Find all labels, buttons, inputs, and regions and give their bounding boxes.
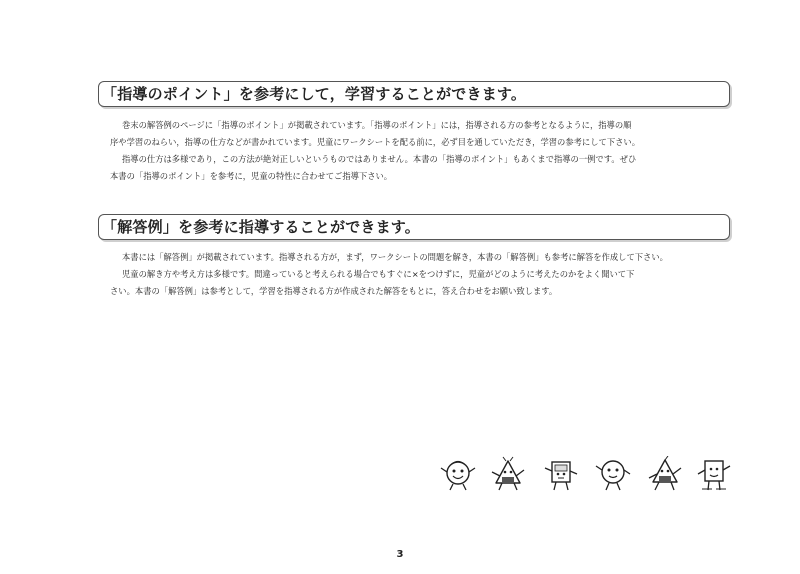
page-number: 3 — [396, 549, 404, 560]
section-heading-answer-examples: 「解答例」を参考に指導することができます。 — [98, 214, 730, 240]
guidance-paragraph-line: 本書の「指導のポイント」を参考に，児童の特性に合わせてご指導下さい。 — [110, 171, 393, 181]
mascot-row — [438, 456, 734, 492]
answer-paragraph-line: 児童の解き方や考え方は多様です。間違っていると考えられる場合でもすぐに×をつけずに，児童がどのように考えたのかをよく聞いて下 — [122, 269, 635, 279]
answer-paragraph-line: さい。本書の「解答例」は参考として，学習を指導される方が作成された解答をもとに，答え合わせをお願い致します。 — [110, 286, 558, 296]
round-face-mascot-icon — [438, 456, 478, 492]
guidance-paragraph-line: 巻末の解答例のページに「指導のポイント」が掲載されています。「指導のポイント」には，指導される方の参考となるように，指導の順 — [122, 120, 632, 130]
guidance-paragraph-line: 指導の仕方は多様であり，この方法が絶対正しいというものではありません。本書の「指導のポイント」もあくまで指導の一例です。ぜひ — [122, 154, 637, 164]
round-face-mascot-icon — [593, 456, 633, 492]
section-heading-guidance-points: 「指導のポイント」を参考にして，学習することができます。 — [98, 81, 730, 107]
guidance-paragraph-line: 序や学習のねらい，指導の仕方などが書かれています。児童にワークシートを配る前に，必ず目を通していただき，学習の参考にして下さい。 — [110, 137, 641, 147]
answer-paragraph-line: 本書には「解答例」が掲載されています。指導される方が，まず，ワークシートの問題を解き，本書の「解答例」も参考に解答を作成して下さい。 — [122, 252, 668, 262]
square-mascot-icon — [541, 456, 581, 492]
onigiri-mascot-icon — [488, 456, 528, 492]
square-mascot-icon — [694, 456, 734, 492]
onigiri-mascot-icon — [644, 456, 684, 492]
